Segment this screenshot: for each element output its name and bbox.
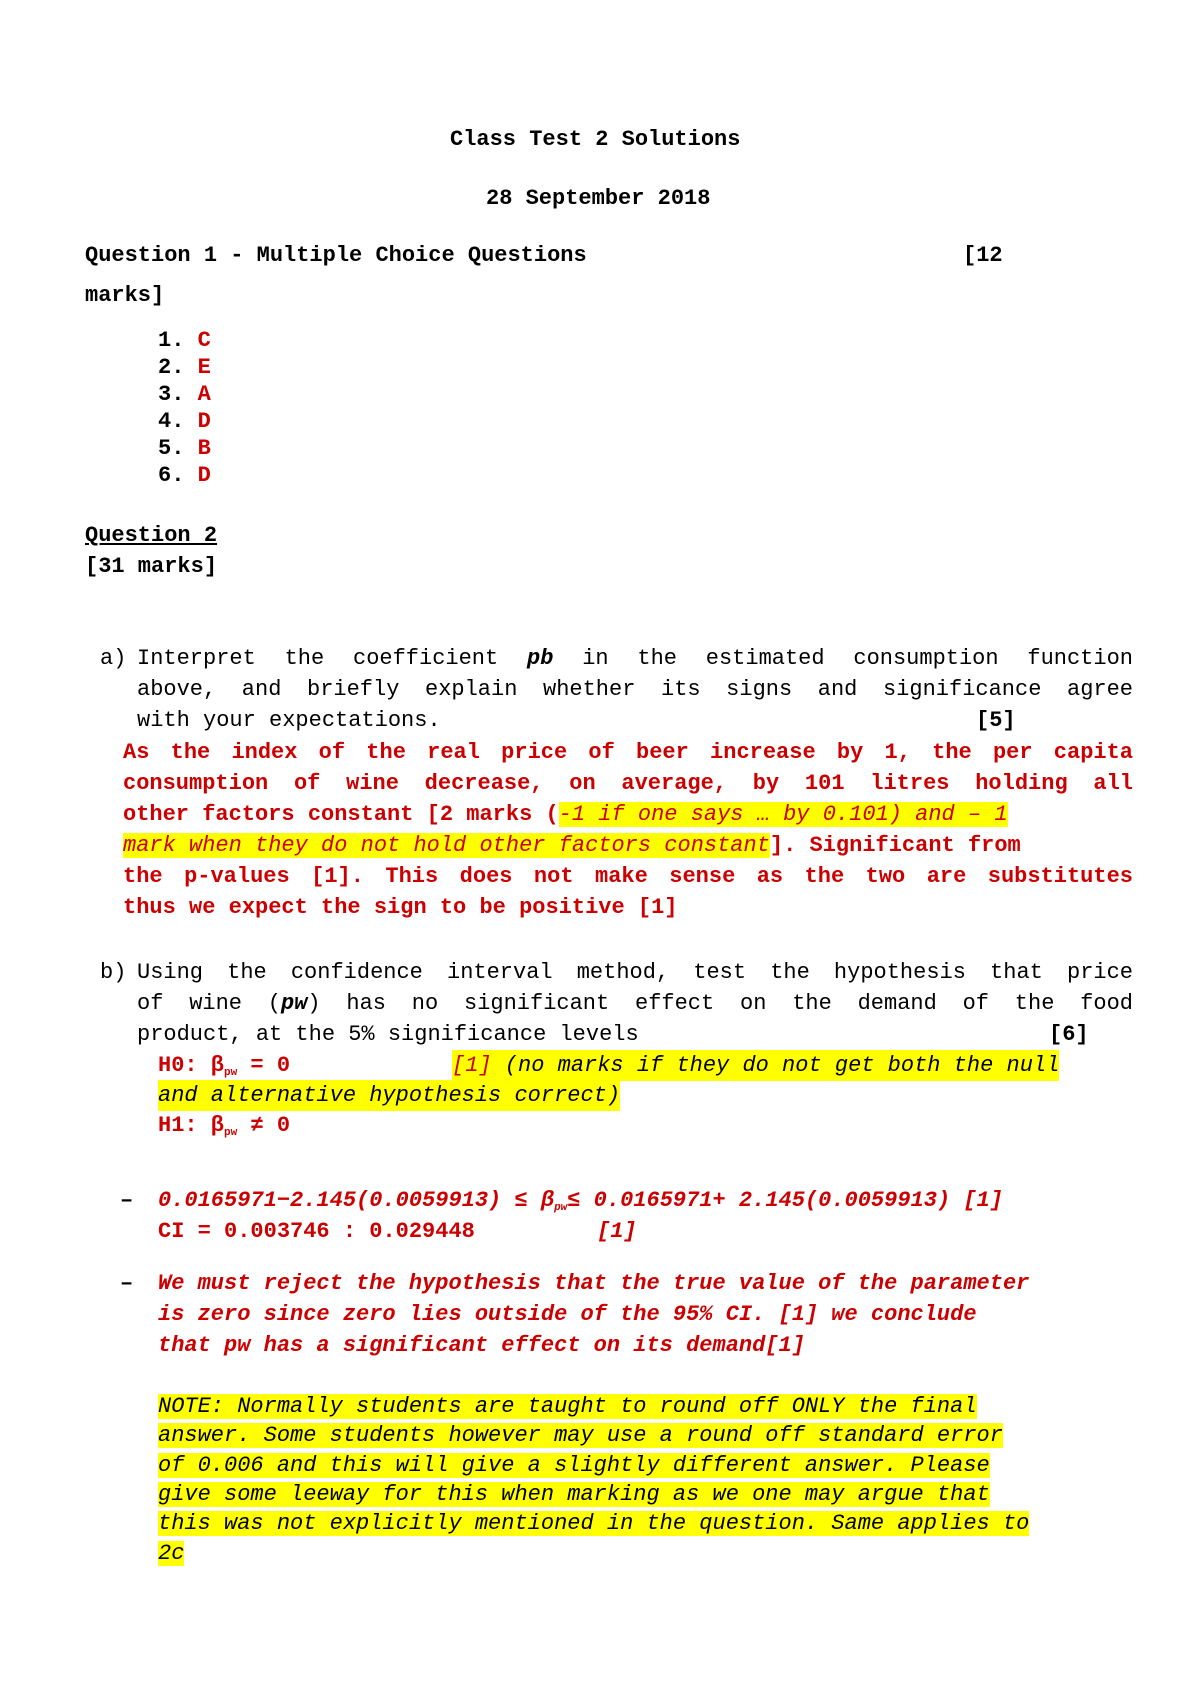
- hypothesis-h1: H1: $\beta_{pw} \ne 0$: [158, 1113, 291, 1139]
- note-line: answer. Some students however may use a round off standard error: [158, 1423, 1003, 1448]
- answer-number: 3.: [158, 382, 185, 407]
- highlighted-note: mark when they do not hold other factors constant: [123, 833, 770, 858]
- q2a-question-line: with your expectations.: [137, 708, 441, 733]
- page-title: Class Test 2 Solutions: [450, 127, 741, 152]
- q2a-answer-line: [123, 799, 1008, 830]
- q2-heading: Question 2: [85, 523, 218, 548]
- answer-text: ]. Significant from: [769, 833, 1021, 858]
- bullet-dash: –: [120, 1188, 134, 1213]
- hypothesis-h0: H0: $\beta_{pw} = 0$: [158, 1053, 291, 1079]
- conclusion-line: We must reject the hypothesis that the true value of the parameter: [158, 1271, 1030, 1296]
- page-date: 28 September 2018: [486, 186, 711, 211]
- list-item: [158, 460, 211, 491]
- note-text: (no marks if they do not get both the null: [491, 1053, 1060, 1078]
- highlighted-note: -1 if one says … by 0.101) and – 1: [558, 802, 1008, 827]
- conclusion-line: is zero since zero lies outside of the 95% CI. [1] we conclude: [158, 1302, 977, 1327]
- answer-number: 1.: [158, 328, 185, 353]
- h0-mark: [452, 1050, 1059, 1081]
- answer-number: 2.: [158, 355, 185, 380]
- bullet-dash: –: [120, 1271, 134, 1296]
- q2b-question-line: Using the confidence interval method, test the hypothesis that price: [137, 960, 1133, 985]
- note-line: NOTE: Normally students are taught to round off ONLY the final: [158, 1394, 977, 1419]
- q2a-marks: [5]: [976, 708, 1016, 733]
- confidence-interval-result: CI = 0.003746 : 0.029448: [158, 1219, 475, 1244]
- q2b-question-line: product, at the 5% significance levels: [137, 1022, 639, 1047]
- q2a-question-line: above, and briefly explain whether its signs and significance agree: [137, 677, 1133, 702]
- answer-letter: C: [197, 328, 211, 353]
- answer-letter: B: [197, 436, 211, 461]
- note-line: give some leeway for this when marking as we one may argue that: [158, 1482, 990, 1507]
- h0-note: and alternative hypothesis correct): [158, 1080, 620, 1111]
- conclusion-line: that pw has a significant effect on its demand[1]: [158, 1333, 805, 1358]
- q2a-answer-line: consumption of wine decrease, on average, by 101 litres holding all: [123, 771, 1133, 796]
- q2a-answer-line: the p-values [1]. This does not make sense as the two are substitutes: [123, 864, 1133, 889]
- q2a-answer-line: As the index of the real price of beer increase by 1, the per capita: [123, 740, 1133, 765]
- q2a-answer-line: [123, 830, 1021, 861]
- answer-number: 6.: [158, 463, 185, 488]
- note-line: this was not explicitly mentioned in the question. Same applies to: [158, 1511, 1030, 1536]
- q2a-label: a): [100, 646, 127, 671]
- answer-letter: E: [197, 355, 211, 380]
- q2a-answer-line: thus we expect the sign to be positive [1]: [123, 895, 678, 920]
- answer-letter: A: [197, 382, 211, 407]
- note-line: 2c: [158, 1541, 185, 1566]
- q2b-label: b): [100, 960, 127, 985]
- confidence-interval-formula: $0.0165971-2.145(0.0059913) \le \beta_{pw}\le 0.0165971+ 2.145(0.0059913)$ [1]: [158, 1188, 1003, 1214]
- q1-heading: Question 1 - Multiple Choice Questions: [85, 243, 587, 268]
- q1-marks: [12: [963, 243, 1003, 268]
- q1-marks-cont: marks]: [85, 283, 165, 308]
- q2b-question-line: of wine (pw) has no significant effect on the demand of the food: [137, 991, 1133, 1016]
- answer-number: 4.: [158, 409, 185, 434]
- answer-text: other factors constant [2 marks (: [123, 802, 559, 827]
- q2a-question-line: Interpret the coefficient pb in the estimated consumption function: [137, 646, 1133, 671]
- q2-marks: [31 marks]: [85, 554, 218, 579]
- answer-letter: D: [197, 463, 211, 488]
- mark-text: [1]: [452, 1053, 492, 1078]
- note-line: of 0.006 and this will give a slightly different answer. Please: [158, 1453, 990, 1478]
- ci-mark: [1]: [597, 1219, 637, 1244]
- answer-number: 5.: [158, 436, 185, 461]
- q2b-marks: [6]: [1049, 1022, 1089, 1047]
- answer-letter: D: [197, 409, 211, 434]
